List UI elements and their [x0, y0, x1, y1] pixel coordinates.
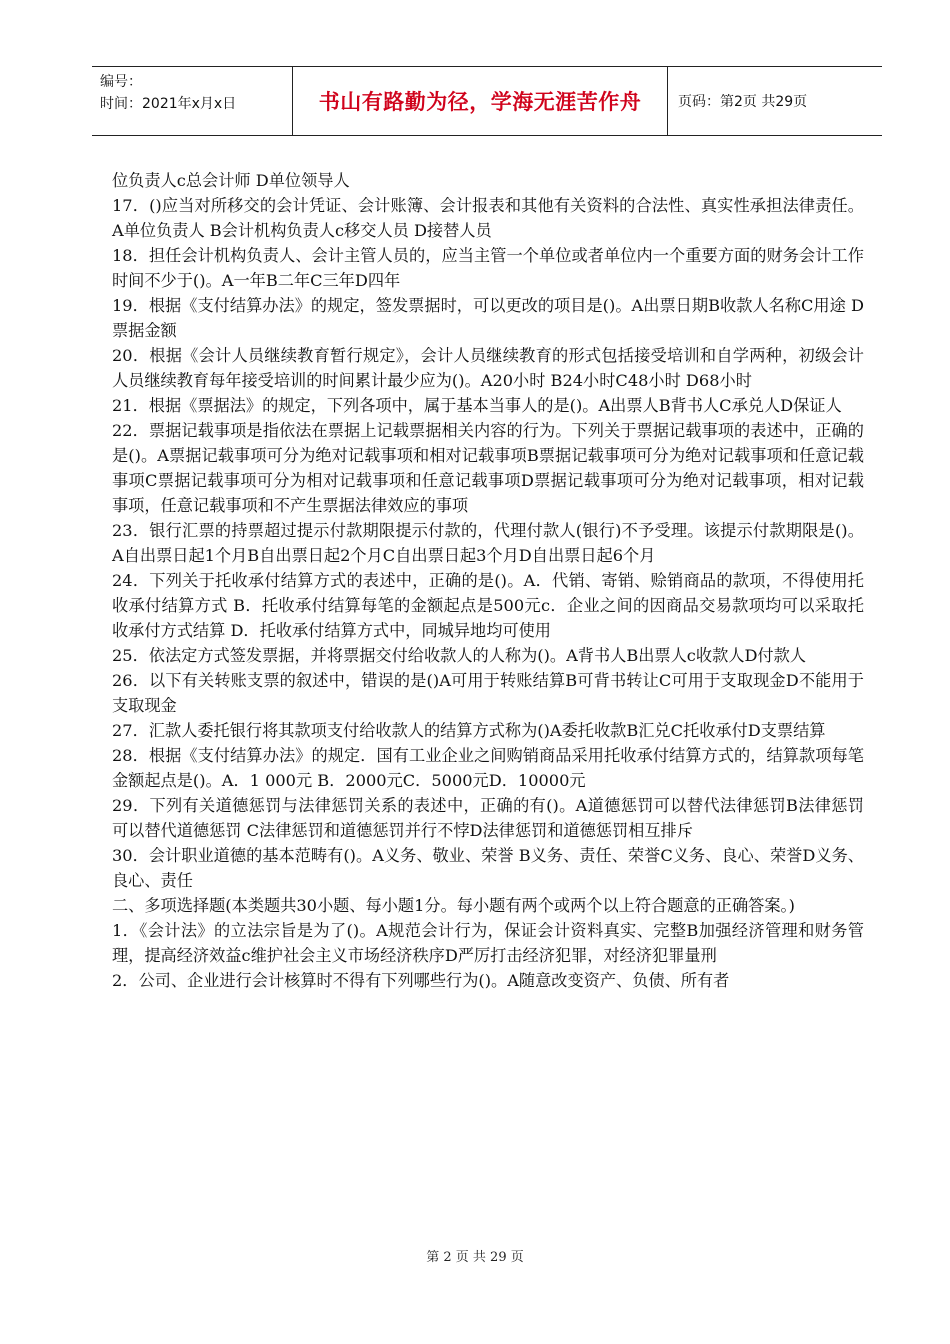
header-meta: [92, 67, 292, 135]
paragraph: 29．下列有关道德惩罚与法律惩罚关系的表述中，正确的有()。A道德惩罚可以替代法律惩罚B法律惩罚可以替代道德惩罚 C法律惩罚和道德惩罚并行不悖D法律惩罚和道德惩罚相互排斥: [112, 796, 864, 840]
page-footer: 第 2 页 共 29 页: [426, 1250, 524, 1265]
document-body: [112, 168, 864, 993]
paragraph: 26．以下有关转账支票的叙述中，错误的是()A可用于转账结算B可背书转让C可用于支取现金D不能用于支取现金: [112, 671, 864, 715]
paragraph: 23．银行汇票的持票超过提示付款期限提示付款的，代理付款人(银行)不予受理。该提示付款期限是()。A自出票日起1个月B自出票日起2个月C自出票日起3个月D自出票日起6个月: [112, 521, 864, 565]
paragraph: 2．公司、企业进行会计核算时不得有下列哪些行为()。A随意改变资产、负债、所有者: [112, 971, 730, 990]
paragraph: 30．会计职业道德的基本范畴有()。A义务、敬业、荣誉 B义务、责任、荣誉C义务、良心、荣誉D义务、良心、责任: [112, 846, 864, 890]
paragraph: 20．根据《会计人员继续教育暂行规定》，会计人员继续教育的形式包括接受培训和自学两种，初级会计人员继续教育每年接受培训的时间累计最少应为()。A20小时 B24小时C48小时 D68小时: [112, 346, 864, 390]
paragraph: 19．根据《支付结算办法》的规定，签发票据时，可以更改的项目是()。A出票日期B收款人名称C用途 D票据金额: [112, 296, 864, 340]
paragraph: 1．《会计法》的立法宗旨是为了()。A规范会计行为，保证会计资料真实、完整B加强经济管理和财务管理，提高经济效益c维护社会主义市场经济秩序D严厉打击经济犯罪，对经济犯罪量刑: [112, 921, 864, 965]
time-label: 时间：2021年x月x日: [100, 96, 237, 112]
paragraph: 18．担任会计机构负责人、会计主管人员的，应当主管一个单位或者单位内一个重要方面的财务会计工作时间不少于()。A一年B二年C三年D四年: [112, 246, 864, 290]
paragraph: 25．依法定方式签发票据，并将票据交付给收款人的人称为()。A背书人B出票人c收款人D付款人: [112, 646, 806, 665]
paragraph: 27．汇款人委托银行将其款项支付给收款人的结算方式称为()A委托收款B汇兑C托收承付D支票结算: [112, 721, 826, 740]
header-motto: 书山有路勤为径，学海无涯苦作舟: [292, 67, 668, 135]
header-page-number: 页码：第2页 共29页: [678, 94, 808, 110]
page-header: [92, 66, 882, 136]
paragraph: 二、多项选择题(本类题共30小题、每小题1分。每小题有两个或两个以上符合题意的正确答案。): [112, 896, 795, 915]
paragraph: 21．根据《票据法》的规定，下列各项中，属于基本当事人的是()。A出票人B背书人C承兑人D保证人: [112, 396, 842, 415]
code-label: 编号：: [100, 74, 142, 90]
paragraph: 24．下列关于托收承付结算方式的表述中，正确的是()。A．代销、寄销、赊销商品的款项，不得使用托收承付结算方式 B．托收承付结算每笔的金额起点是500元c．企业之间的因商品交易款项均可以采取托收承付方式结算 D．托收承付结算方式中，同城异地均可使用: [112, 571, 864, 640]
paragraph: 28．根据《支付结算办法》的规定．国有工业企业之间购销商品采用托收承付结算方式的，结算款项每笔金额起点是()。A．1 000元 B．2000元C．5000元D．10000元: [112, 746, 864, 790]
paragraph: 位负责人c总会计师 D单位领导人: [112, 171, 350, 190]
paragraph: 17．()应当对所移交的会计凭证、会计账簿、会计报表和其他有关资料的合法性、真实性承担法律责任。A单位负责人 B会计机构负责人c移交人员 D接替人员: [112, 196, 864, 240]
paragraph: 22．票据记载事项是指依法在票据上记载票据相关内容的行为。下列关于票据记载事项的表述中，正确的是()。A票据记载事项可分为绝对记载事项和相对记载事项B票据记载事项可分为绝对记载事项和任意记载事项C票据记载事项可分为相对记载事项和任意记载事项D票据记载事项可分为绝对记载事项，相对记载事项，任意记载事项和不产生票据法律效应的事项: [112, 421, 864, 515]
